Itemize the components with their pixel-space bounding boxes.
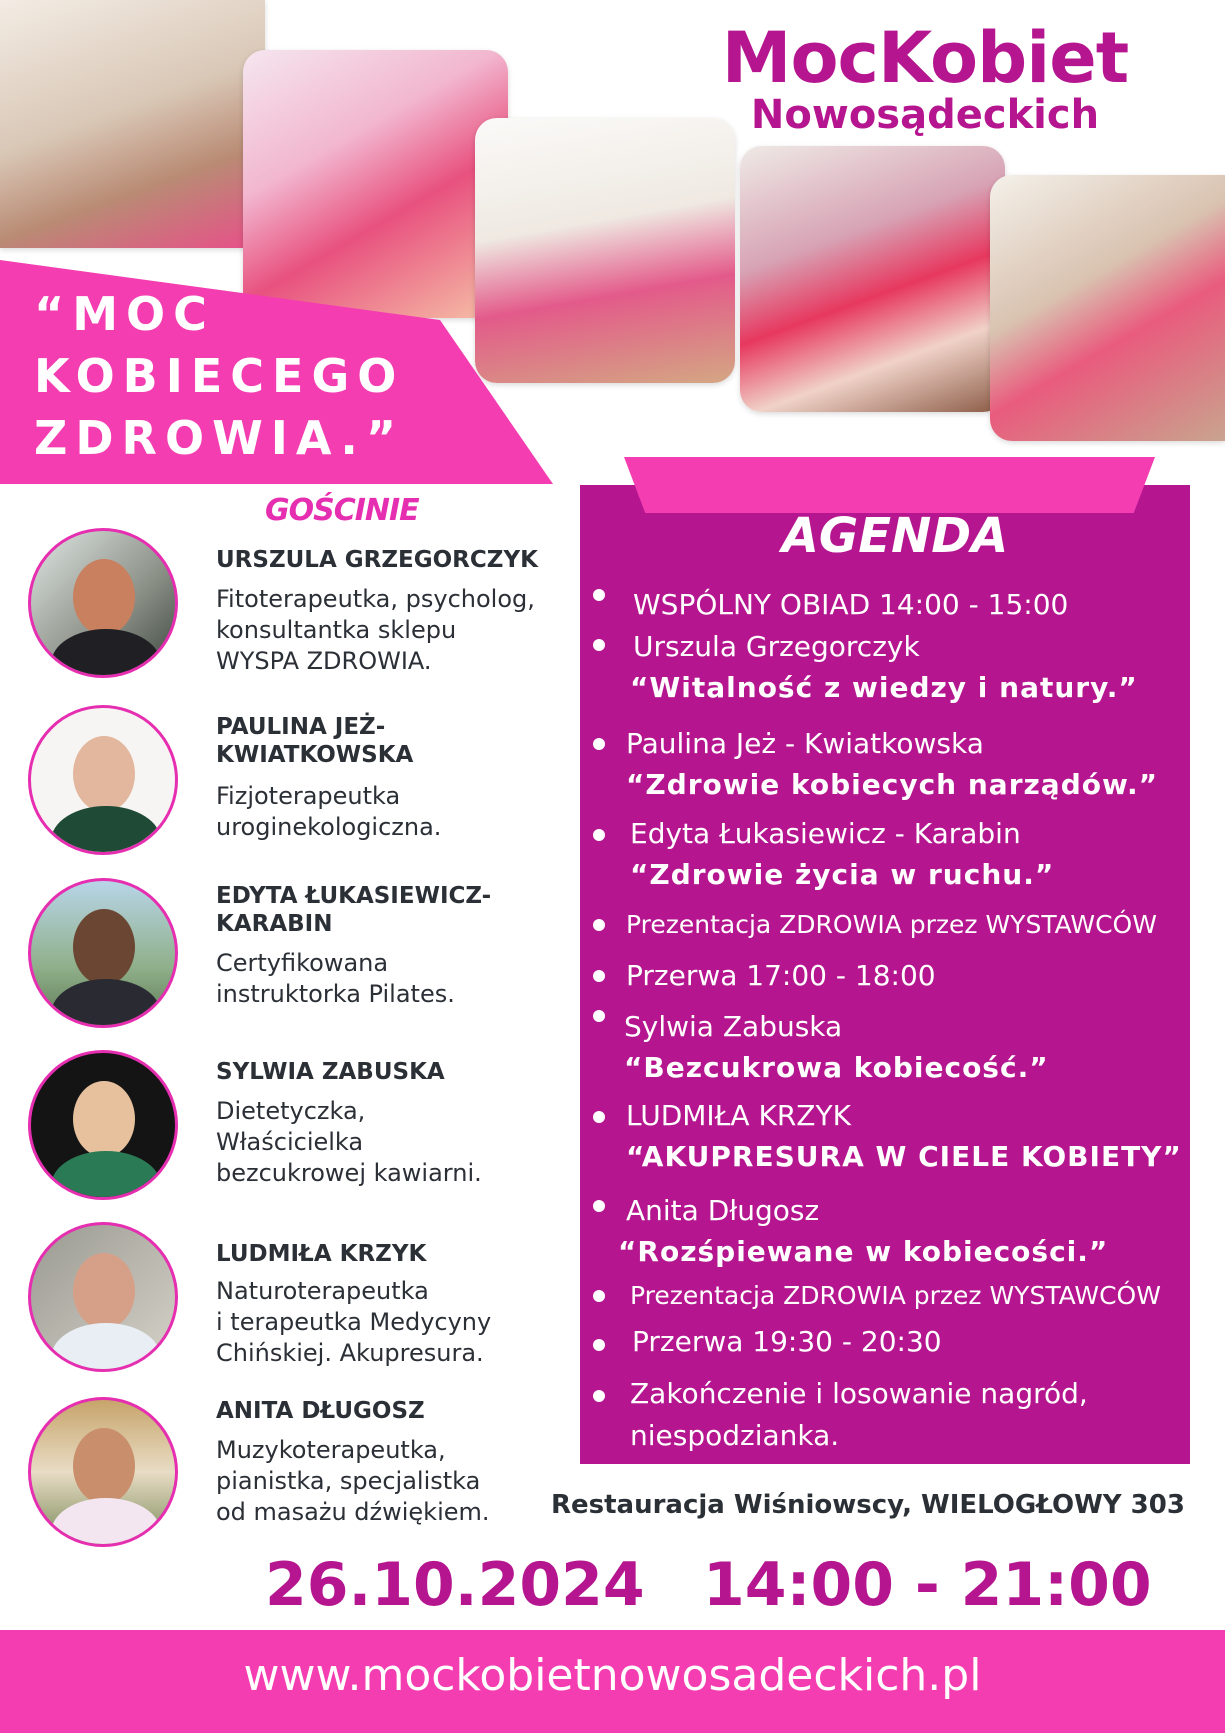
venue: Restauracja Wiśniowscy, WIELOGŁOWY 303	[551, 1490, 1185, 1520]
agenda-talk-title: “Witalność z wiedzy i natury.”	[630, 671, 1138, 704]
agenda-item: Prezentacja ZDROWIA przez WYSTAWCÓW	[626, 910, 1157, 939]
guest-name: EDYTA ŁUKASIEWICZ- KARABIN	[216, 883, 492, 937]
event-photo-group	[740, 146, 1005, 412]
guest-description: Certyfikowana instruktorka Pilates.	[216, 949, 455, 1008]
agenda-item: Edyta Łukasiewicz - Karabin	[630, 817, 1021, 850]
bullet-icon	[593, 970, 605, 982]
guest-name: ANITA DŁUGOSZ	[216, 1398, 425, 1424]
website-link[interactable]: www.mockobietnowosadeckich.pl	[243, 1650, 982, 1701]
event-title: “MOC KOBIECEGO ZDROWIA.”	[34, 287, 405, 465]
agenda-tab	[624, 457, 1155, 513]
bullet-icon	[593, 1390, 605, 1402]
event-photo-audience	[0, 0, 265, 248]
brand-subtitle: Nowosądeckich	[750, 92, 1100, 138]
agenda-item: Urszula Grzegorczyk	[633, 630, 920, 663]
guests-heading: GOŚCINIE	[265, 493, 419, 528]
agenda-item: Prezentacja ZDROWIA przez WYSTAWCÓW	[630, 1281, 1161, 1310]
bullet-icon	[593, 1010, 605, 1022]
agenda-item-continuation: niespodzianka.	[630, 1419, 840, 1452]
brand-title: MocKobiet	[721, 17, 1129, 99]
guest-name: URSZULA GRZEGORCZYK	[216, 547, 538, 573]
bullet-icon	[593, 1290, 605, 1302]
guest-name: SYLWIA ZABUSKA	[216, 1059, 445, 1085]
event-photo-guests-greeting	[243, 50, 508, 318]
guest-description: Naturoterapeutka i terapeutka Medycyny Chińskiej. Akupresura.	[216, 1277, 492, 1367]
guest-description: Dietetyczka, Właścicielka bezcukrowej kawiarni.	[216, 1097, 482, 1187]
guest-description: Fizjoterapeutka uroginekologiczna.	[216, 782, 442, 841]
agenda-talk-title: “Zdrowie kobiecych narządów.”	[626, 768, 1159, 801]
guest-name: PAULINA JEŻ- KWIATKOWSKA	[216, 714, 414, 768]
agenda-talk-title: “Bezcukrowa kobiecość.”	[624, 1051, 1049, 1084]
guest-description: Fitoterapeutka, psycholog, konsultantka sklepu WYSPA ZDROWIA.	[216, 585, 535, 675]
agenda-item: WSPÓLNY OBIAD 14:00 - 15:00	[633, 588, 1069, 621]
agenda-talk-title: “AKUPRESURA W CIELE KOBIETY”	[626, 1140, 1182, 1173]
bullet-icon	[593, 738, 605, 750]
guest-avatar	[28, 878, 178, 1028]
bullet-icon	[593, 1339, 605, 1351]
agenda-item: LUDMIŁA KRZYK	[626, 1099, 851, 1132]
guest-avatar	[28, 528, 178, 678]
guest-description: Muzykoterapeutka, pianistka, specjalistka od masażu dźwiękiem.	[216, 1436, 490, 1526]
agenda-title: AGENDA	[781, 508, 1009, 564]
bullet-icon	[593, 639, 605, 651]
agenda-item: Paulina Jeż - Kwiatkowska	[626, 727, 984, 760]
agenda-talk-title: “Zdrowie życia w ruchu.”	[630, 858, 1055, 891]
event-date: 26.10.2024	[265, 1550, 645, 1620]
guest-avatar	[28, 1222, 178, 1372]
bullet-icon	[593, 1111, 605, 1123]
guest-avatar	[28, 1397, 178, 1547]
event-photo-panel	[990, 175, 1225, 441]
bullet-icon	[593, 1200, 605, 1212]
agenda-item: Anita Długosz	[626, 1194, 820, 1227]
guest-avatar	[28, 1050, 178, 1200]
guest-avatar	[28, 705, 178, 855]
bullet-icon	[593, 829, 605, 841]
bullet-icon	[593, 589, 605, 601]
agenda-talk-title: “Rozśpiewane w kobiecości.”	[618, 1235, 1109, 1268]
agenda-item: Sylwia Zabuska	[624, 1010, 843, 1043]
agenda-item: Zakończenie i losowanie nagród,	[630, 1377, 1088, 1410]
bullet-icon	[593, 919, 605, 931]
agenda-item: Przerwa 19:30 - 20:30	[632, 1325, 942, 1358]
event-time: 14:00 - 21:00	[703, 1550, 1152, 1620]
guest-name: LUDMIŁA KRZYK	[216, 1241, 427, 1267]
agenda-item: Przerwa 17:00 - 18:00	[626, 959, 936, 992]
